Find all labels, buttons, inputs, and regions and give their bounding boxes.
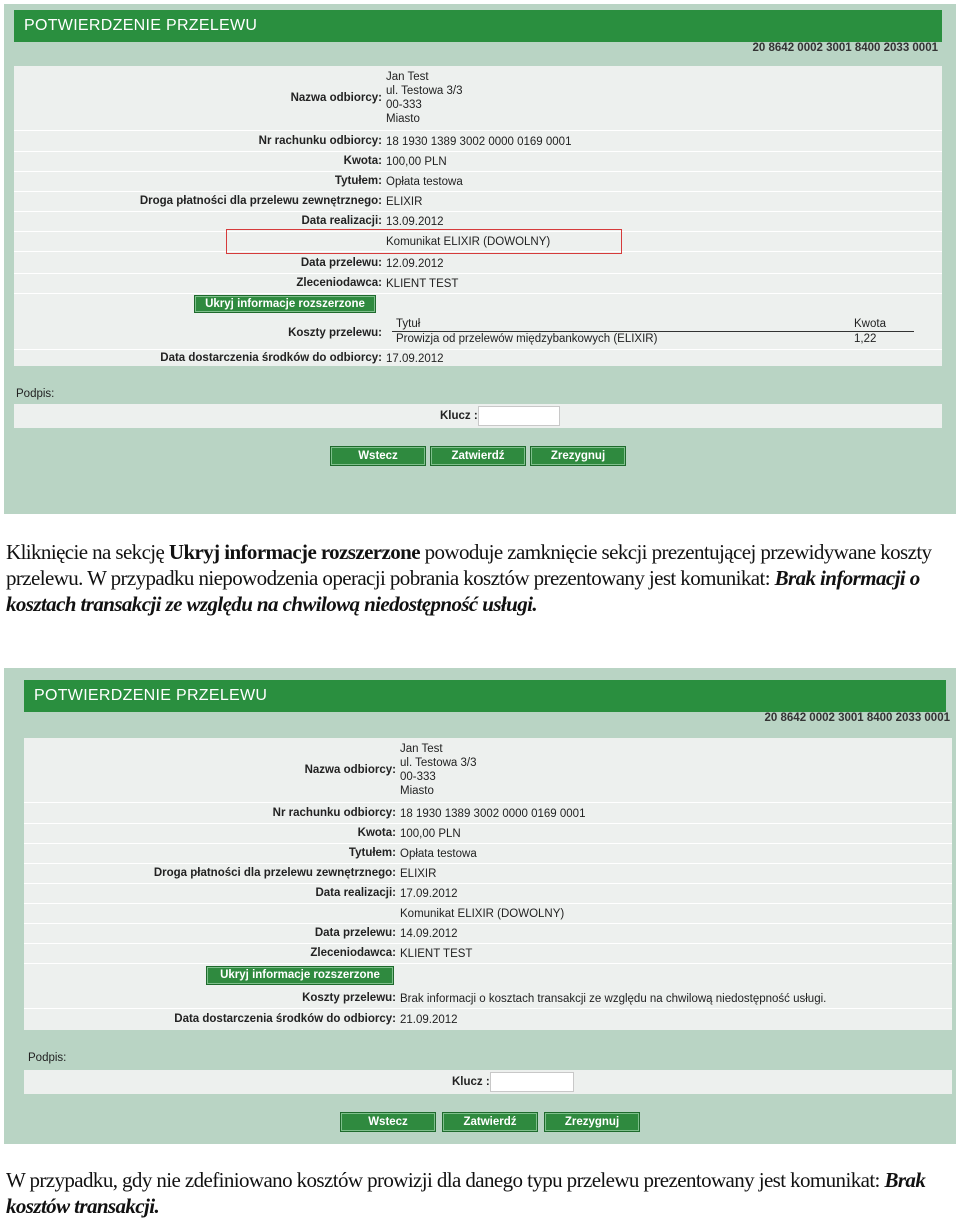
key-label: Klucz : xyxy=(440,410,478,422)
detail-row xyxy=(24,943,952,964)
screen-header xyxy=(14,10,942,42)
elixir-message: Komunikat ELIXIR (DOWOLNY) xyxy=(400,908,565,920)
confirmation-screen-1 xyxy=(4,4,956,514)
recipient-row xyxy=(24,738,952,803)
caption-1 xyxy=(6,539,954,617)
delivery-row xyxy=(24,1008,952,1028)
title-label: Tytułem: xyxy=(348,847,396,859)
confirm-button[interactable]: Zatwierdź xyxy=(442,1112,538,1132)
transfer-date-value: 12.09.2012 xyxy=(386,258,444,270)
cancel-button[interactable]: Zrezygnuj xyxy=(530,446,626,466)
account-value: 18 1930 1389 3002 0000 0169 0001 xyxy=(400,808,586,820)
recipient-line: 00-333 xyxy=(400,771,436,783)
signature-label: Podpis: xyxy=(16,388,55,400)
details-panel xyxy=(14,66,942,366)
recipient-line: Jan Test xyxy=(386,71,429,83)
orderer-label: Zleceniodawca: xyxy=(296,277,382,289)
delivery-value: 17.09.2012 xyxy=(386,353,444,365)
detail-row xyxy=(14,253,942,274)
caption-emphasis: Brak kosztów transakcji. xyxy=(6,1168,926,1218)
back-button[interactable]: Wstecz xyxy=(340,1112,436,1132)
transfer-date-label: Data przelewu: xyxy=(314,927,396,939)
costs-value: Brak informacji o kosztach transakcji ze względu na chwilową niedostępność usługi. xyxy=(400,993,827,1005)
transfer-date-value: 14.09.2012 xyxy=(400,928,458,940)
amount-value: 100,00 PLN xyxy=(400,828,461,840)
costs-row-title: Prowizja od przelewów międzybankowych (ELIXIR) xyxy=(396,333,658,345)
recipient-line: ul. Testowa 3/3 xyxy=(386,85,463,97)
caption-bold: Ukryj informacje rozszerzone xyxy=(168,540,420,564)
execution-date-label: Data realizacji: xyxy=(301,215,382,227)
caption-2 xyxy=(6,1167,954,1219)
caption-text: Kliknięcie na sekcję xyxy=(6,540,169,564)
amount-label: Kwota: xyxy=(357,827,396,839)
delivery-row xyxy=(14,349,942,366)
detail-row xyxy=(14,273,942,294)
amount-label: Kwota: xyxy=(343,155,382,167)
cancel-button[interactable]: Zrezygnuj xyxy=(544,1112,640,1132)
recipient-value xyxy=(400,742,477,798)
screen-title: POTWIERDZENIE PRZELEWU xyxy=(34,687,268,704)
elixir-message: Komunikat ELIXIR (DOWOLNY) xyxy=(386,236,551,248)
screen-header xyxy=(24,680,946,712)
account-number: 20 8642 0002 3001 8400 2033 0001 xyxy=(752,42,938,54)
recipient-line: Miasto xyxy=(400,785,434,797)
title-label: Tytułem: xyxy=(334,175,382,187)
delivery-value: 21.09.2012 xyxy=(400,1014,458,1026)
recipient-line: Jan Test xyxy=(400,743,443,755)
key-input[interactable] xyxy=(478,406,560,426)
detail-row xyxy=(24,823,952,844)
account-value: 18 1930 1389 3002 0000 0169 0001 xyxy=(386,136,572,148)
account-label: Nr rachunku odbiorcy: xyxy=(258,135,382,147)
delivery-label: Data dostarczenia środków do odbiorcy: xyxy=(160,352,382,364)
orderer-value: KLIENT TEST xyxy=(400,948,473,960)
amount-value: 100,00 PLN xyxy=(386,156,447,168)
orderer-label: Zleceniodawca: xyxy=(310,947,396,959)
title-value: Opłata testowa xyxy=(400,848,477,860)
delivery-label: Data dostarczenia środków do odbiorcy: xyxy=(174,1013,396,1025)
costs-header-rule xyxy=(392,331,914,332)
recipient-row xyxy=(14,66,942,131)
payment-route-value: ELIXIR xyxy=(400,868,437,880)
orderer-value: KLIENT TEST xyxy=(386,278,459,290)
key-input[interactable] xyxy=(490,1072,574,1092)
recipient-line: Miasto xyxy=(386,113,420,125)
screen-title: POTWIERDZENIE PRZELEWU xyxy=(24,17,258,34)
recipient-line: 00-333 xyxy=(386,99,422,111)
recipient-line: ul. Testowa 3/3 xyxy=(400,757,477,769)
recipient-label: Nazwa odbiorcy: xyxy=(304,764,396,776)
caption-text: powoduje zamknięcie sekcji prezentującej przewidywane koszty przelewu. W przypadku niepowodzenia operacji pobrania kosztów prezentowany jest komunikat: xyxy=(6,540,932,590)
caption-emphasis: Brak informacji o kosztach transakcji ze względu na chwilową niedostępność usługi. xyxy=(6,566,920,616)
execution-date-value: 13.09.2012 xyxy=(386,216,444,228)
confirm-button[interactable]: Zatwierdź xyxy=(430,446,526,466)
costs-row-amount: 1,22 xyxy=(854,333,877,345)
key-label: Klucz : xyxy=(452,1076,490,1088)
back-button[interactable]: Wstecz xyxy=(330,446,426,466)
hide-extended-info-button[interactable]: Ukryj informacje rozszerzone xyxy=(206,966,394,985)
costs-header-amount: Kwota xyxy=(854,318,886,330)
execution-date-label: Data realizacji: xyxy=(315,887,396,899)
transfer-date-label: Data przelewu: xyxy=(300,257,382,269)
costs-table xyxy=(386,318,916,348)
detail-row xyxy=(24,843,952,864)
account-label: Nr rachunku odbiorcy: xyxy=(272,807,396,819)
detail-row xyxy=(14,151,942,172)
detail-row xyxy=(24,883,952,904)
detail-row xyxy=(14,171,942,192)
title-value: Opłata testowa xyxy=(386,176,463,188)
hide-extended-info-button[interactable]: Ukryj informacje rozszerzone xyxy=(194,295,376,313)
detail-row xyxy=(24,923,952,944)
account-number: 20 8642 0002 3001 8400 2033 0001 xyxy=(764,712,950,724)
confirmation-screen-2 xyxy=(4,668,956,1144)
payment-route-label: Droga płatności dla przelewu zewnętrznego: xyxy=(139,195,382,207)
recipient-label: Nazwa odbiorcy: xyxy=(290,92,382,104)
payment-route-label: Droga płatności dla przelewu zewnętrznego: xyxy=(153,867,396,879)
details-panel xyxy=(24,738,952,1030)
costs-label: Koszty przelewu: xyxy=(302,992,396,1004)
signature-label: Podpis: xyxy=(28,1052,67,1064)
recipient-value xyxy=(386,70,463,126)
payment-route-value: ELIXIR xyxy=(386,196,423,208)
execution-date-value: 17.09.2012 xyxy=(400,888,458,900)
costs-header-title: Tytuł xyxy=(396,318,421,330)
caption-text: W przypadku, gdy nie zdefiniowano kosztów prowizji dla danego typu przelewu prezentowany jest komunikat: xyxy=(6,1168,885,1192)
costs-label: Koszty przelewu: xyxy=(288,327,382,339)
